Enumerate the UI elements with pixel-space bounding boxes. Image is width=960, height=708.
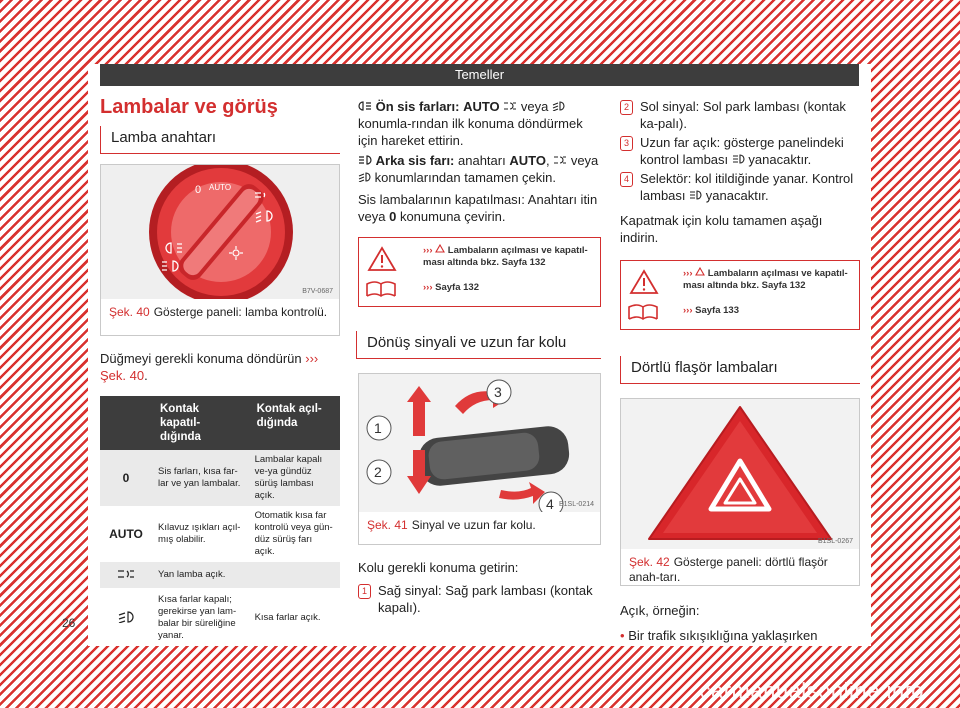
front-fog-text: konumla-rından ilk konuma döndürmek için hareket ettirin. bbox=[358, 116, 583, 148]
figure-caption-text: Sinyal ve uzun far kolu. bbox=[411, 518, 536, 532]
knob-label-auto: AUTO bbox=[209, 183, 232, 192]
ref-arrow: ››› bbox=[683, 305, 693, 316]
figure-code: B1SL-0267 bbox=[817, 538, 853, 545]
figure-caption bbox=[621, 549, 859, 591]
page-ref-text: Sayfa 133 bbox=[695, 305, 739, 316]
list-item bbox=[620, 134, 860, 170]
rear-fog-text: anahtarı bbox=[458, 153, 506, 168]
rear-fog-text: konumlarından tamamen çekin. bbox=[374, 170, 556, 185]
low-beam-icon bbox=[100, 588, 152, 648]
side-light-icon bbox=[503, 101, 517, 111]
hazard-switch-image bbox=[621, 399, 859, 549]
step-number: 4 bbox=[620, 172, 633, 187]
zero-position-icon: 0 bbox=[389, 209, 397, 224]
high-beam-icon bbox=[732, 154, 745, 164]
section-heading-donus-sinyali bbox=[356, 331, 601, 359]
left-column bbox=[100, 94, 340, 648]
turn-off-paragraph: Kapatmak için kolu tamamen aşağı indirin. bbox=[620, 213, 823, 245]
book-icon bbox=[627, 301, 659, 323]
lever-marker: 2 bbox=[374, 464, 382, 480]
fog-off-text: konumuna çevirin. bbox=[399, 209, 506, 224]
bullet-text: Bir trafik sıkışıklığına yaklaşırken bbox=[628, 628, 818, 643]
zero-position-icon: 0 bbox=[100, 450, 152, 506]
turn-signal-lever-image bbox=[359, 374, 600, 512]
rear-fog-paragraph bbox=[358, 152, 601, 186]
table-cell: Kılavuz ışıkları açıl-mış olabilir. bbox=[158, 522, 241, 545]
lever-paragraph: Kolu gerekli konuma getirin: bbox=[358, 560, 519, 575]
figure-label: Şek. 41 bbox=[367, 518, 408, 532]
low-beam-icon bbox=[552, 101, 565, 111]
list-item bbox=[358, 582, 601, 622]
figure-code: B7V-0687 bbox=[302, 288, 333, 295]
page-reference[interactable] bbox=[423, 282, 479, 294]
chapter-header: Temeller bbox=[100, 64, 859, 86]
step-text-part: Selektör: kol itildiğinde yanar. Kontrol lambası bbox=[640, 171, 854, 203]
light-switch-image bbox=[101, 165, 339, 299]
warning-box bbox=[620, 260, 860, 330]
ref-arrow: ››› bbox=[423, 282, 433, 293]
high-beam-icon bbox=[689, 190, 702, 200]
table-header-off: Kontak kapatıl-dığında bbox=[152, 396, 249, 450]
list-item bbox=[620, 98, 860, 134]
fog-off-text: Sis lambalarının kapatılması: Anahtarı itin veya bbox=[358, 192, 598, 224]
warning-text: Lambaların açılması ve kapatıl-ması altında bkz. Sayfa 132 bbox=[683, 268, 848, 291]
list-item bbox=[620, 627, 860, 644]
page-number: 26 bbox=[62, 616, 76, 630]
light-switch-illustration bbox=[101, 165, 339, 299]
warning-triangle-icon bbox=[629, 269, 659, 295]
figure-caption bbox=[101, 299, 339, 326]
low-beam-icon bbox=[358, 172, 371, 182]
front-fog-text: veya bbox=[520, 99, 549, 114]
table-row bbox=[100, 450, 340, 506]
lever-marker: 4 bbox=[546, 496, 554, 512]
table-row bbox=[100, 562, 340, 588]
table-cell: Lambalar kapalı ve-ya gündüz sürüş lambası açık. bbox=[249, 450, 340, 506]
lever-marker: 3 bbox=[494, 384, 502, 400]
table-cell: Kısa farlar açık. bbox=[254, 612, 321, 623]
figure-42 bbox=[620, 398, 860, 586]
instruction-end: . bbox=[144, 368, 148, 383]
page-reference[interactable] bbox=[683, 305, 739, 317]
figure-caption-text: Gösterge paneli: lamba kontrolü. bbox=[153, 305, 328, 319]
figure-caption-text: Gösterge paneli: dörtlü flaşör anah-tarı. bbox=[629, 555, 828, 584]
page-title: Lambalar ve görüş bbox=[100, 96, 278, 118]
step-text bbox=[640, 134, 860, 168]
rear-fog-text: veya bbox=[570, 153, 599, 168]
turn-signal-lever-illustration bbox=[359, 374, 600, 512]
section-title: Lamba anahtarı bbox=[111, 129, 217, 146]
figure-label: Şek. 42 bbox=[629, 555, 670, 569]
middle-column bbox=[358, 98, 601, 622]
warning-triangle-icon bbox=[435, 244, 445, 253]
step-number: 2 bbox=[620, 100, 633, 115]
step-text: Sol sinyal: Sol park lambası (kontak ka-palı). bbox=[640, 99, 846, 131]
step-number: 3 bbox=[620, 136, 633, 151]
side-light-icon bbox=[553, 155, 567, 165]
table-cell: Yan lamba açık. bbox=[152, 562, 340, 588]
figure-40 bbox=[100, 164, 340, 336]
table-row bbox=[100, 506, 340, 562]
step-text bbox=[640, 170, 860, 204]
figure-reference-link[interactable]: Şek. 40 bbox=[100, 368, 145, 383]
instruction-text: Düğmeyi gerekli konuma döndürün bbox=[100, 351, 306, 366]
step-text: Sağ sinyal: Sağ park lambası (kontak kapalı). bbox=[378, 583, 593, 615]
section-heading-lamba-anahtari bbox=[100, 126, 340, 154]
usage-paragraph: Açık, örneğin: bbox=[620, 603, 700, 618]
figure-caption bbox=[359, 512, 600, 539]
watermark: carmanualsonline.info bbox=[699, 678, 924, 703]
table-cell: Sis farları, kısa far-lar ve yan lambalar. bbox=[152, 450, 249, 506]
warning-reference[interactable] bbox=[423, 244, 593, 269]
ref-arrow: ››› bbox=[683, 268, 693, 279]
knob-label-zero: 0 bbox=[195, 184, 202, 196]
bullet-icon: • bbox=[620, 628, 625, 643]
light-switch-table bbox=[100, 396, 340, 648]
fog-off-paragraph bbox=[358, 191, 601, 225]
list-item bbox=[620, 170, 860, 210]
table-header-on: Kontak açıl-dığında bbox=[249, 396, 340, 450]
auto-icon: AUTO bbox=[463, 99, 500, 114]
front-fog-icon bbox=[358, 101, 372, 111]
auto-icon: AUTO bbox=[509, 153, 546, 168]
step-text-part: yanacaktır. bbox=[705, 188, 769, 203]
section-title: Dönüş sinyali ve uzun far kolu bbox=[367, 334, 567, 351]
side-light-icon bbox=[100, 562, 152, 588]
step-number: 1 bbox=[358, 584, 371, 599]
auto-icon: AUTO bbox=[109, 527, 143, 541]
rear-fog-label: Arka sis farı: bbox=[375, 153, 455, 168]
table-row bbox=[100, 588, 340, 648]
section-title: Dörtlü flaşör lambaları bbox=[631, 359, 778, 376]
table-header-symbol bbox=[100, 396, 152, 450]
front-fog-label: Ön sis farları: bbox=[375, 99, 460, 114]
table-cell: Kısa farlar kapalı; gerekirse yan lam-balar bir süreliğine yanar. bbox=[158, 594, 237, 641]
lever-marker: 1 bbox=[374, 420, 382, 436]
ref-arrow: ››› bbox=[423, 245, 433, 256]
figure-code: B1SL-0214 bbox=[558, 501, 594, 508]
warning-text: Lambaların açılması ve kapatıl-ması altında bkz. Sayfa 132 bbox=[423, 245, 588, 268]
figure-label: Şek. 40 bbox=[109, 305, 150, 319]
warning-box bbox=[358, 237, 601, 307]
warning-reference[interactable] bbox=[683, 267, 855, 292]
rear-fog-comma: , bbox=[545, 153, 550, 168]
hazard-switch-illustration bbox=[621, 399, 859, 549]
figure-41 bbox=[358, 373, 601, 545]
table-cell: Otomatik kısa far kontrolü veya gün-düz sürüş farı açık. bbox=[254, 510, 333, 557]
front-fog-paragraph bbox=[358, 98, 601, 149]
step-text-part: Uzun far açık: gösterge panelindeki kontrol lambası bbox=[640, 135, 844, 167]
ref-arrow: ››› bbox=[305, 351, 319, 366]
warning-triangle-icon bbox=[695, 267, 705, 276]
right-column bbox=[620, 98, 860, 644]
rear-fog-icon bbox=[358, 155, 372, 165]
step-text-part: yanacaktır. bbox=[748, 152, 812, 167]
book-icon bbox=[365, 278, 397, 300]
instruction-paragraph bbox=[100, 350, 340, 384]
section-heading-dortlu-flasor bbox=[620, 356, 860, 384]
warning-triangle-icon bbox=[367, 246, 397, 272]
page-ref-text: Sayfa 132 bbox=[435, 282, 479, 293]
